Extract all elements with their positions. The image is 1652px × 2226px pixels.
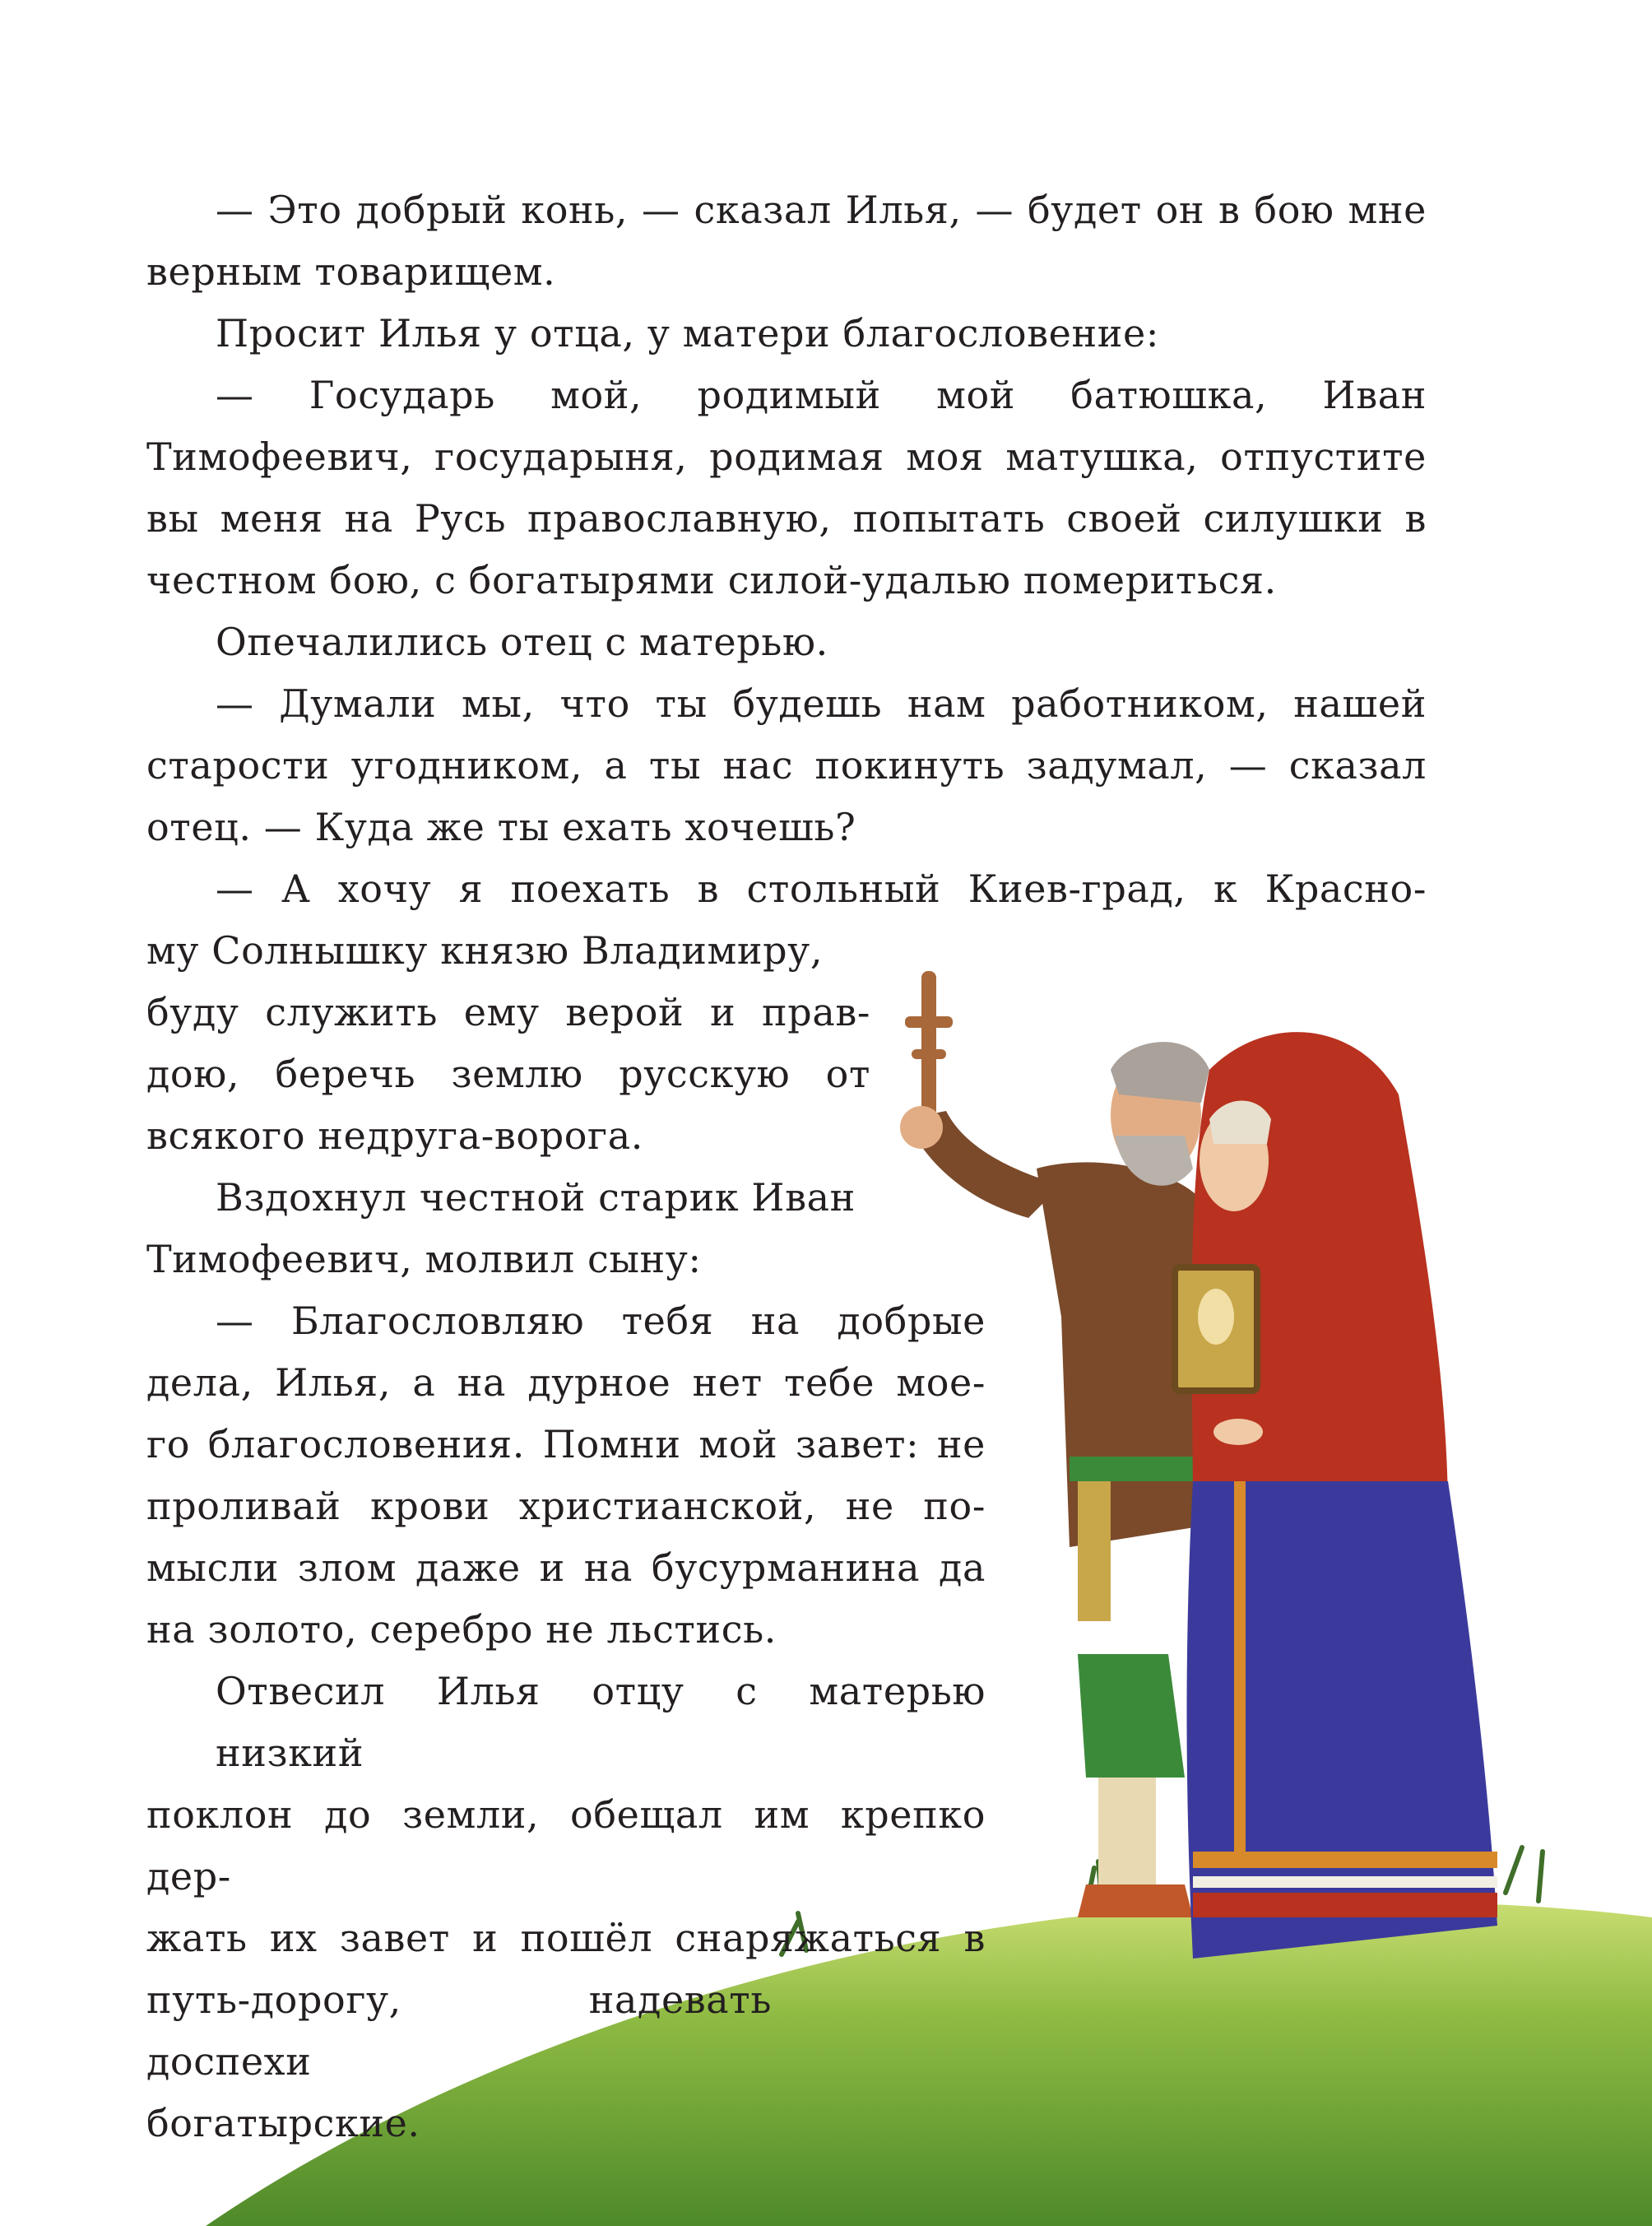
story-text (146, 179, 1427, 2154)
mid-column (146, 1290, 986, 2154)
line: го благословения. Помни мой завет: не (146, 1422, 986, 1466)
paragraph-wrapped (146, 858, 1427, 920)
line: поклон до земли, обещал им крепко дер- (146, 1792, 986, 1898)
line: Вздохнул честной старик Иван (216, 1175, 856, 1220)
paragraph: — Думали мы, что ты будешь нам работником, нашей старости угодником, а ты нас покинуть задумал, — сказал отец. — Куда же ты ехать хочешь? (146, 681, 1427, 849)
narrow-column (146, 920, 870, 1290)
line: — А хочу я поехать в стольный Киев-град, к Красно- (216, 867, 1427, 911)
paragraph: — Это добрый конь, — сказал Илья, — будет он в бою мне верным товарищем. (146, 188, 1427, 294)
line: богатырские. (146, 2101, 420, 2145)
line: Тимофеевич, молвил сыну: (146, 1237, 702, 1281)
line: Отвесил Илья отцу с матерью низкий (216, 1669, 986, 1775)
line: проливай крови христианской, не по- (146, 1484, 986, 1528)
line: жать их завет и пошёл снаряжаться в (146, 1916, 986, 1960)
line: путь-дорогу, надевать доспехи (146, 1977, 772, 2084)
paragraph: Опечалились отец с матерью. (216, 620, 828, 664)
paragraph: Просит Илья у отца, у матери благословение: (216, 311, 1159, 356)
line: — Благословляю тебя на добрые (216, 1299, 986, 1343)
line: мысли злом даже и на бусурманина да (146, 1545, 986, 1590)
line: на золото, серебро не льстись. (146, 1607, 777, 1652)
line: му Солнышку князю Владимиру, (146, 928, 824, 973)
line: дела, Илья, а на дурное нет тебе мое- (146, 1360, 986, 1405)
line: всякого недруга-ворога. (146, 1113, 644, 1158)
paragraph: — Государь мой, родимый мой батюшка, Иван Тимофеевич, государыня, родимая моя матушка, отпустите вы меня на Русь православную, попытать своей силушки в честном бою, с богатырями силой-удалью помериться. (146, 373, 1427, 602)
line: дою, беречь землю русскую от (146, 1052, 870, 1096)
line: буду служить ему верой и прав- (146, 990, 870, 1034)
